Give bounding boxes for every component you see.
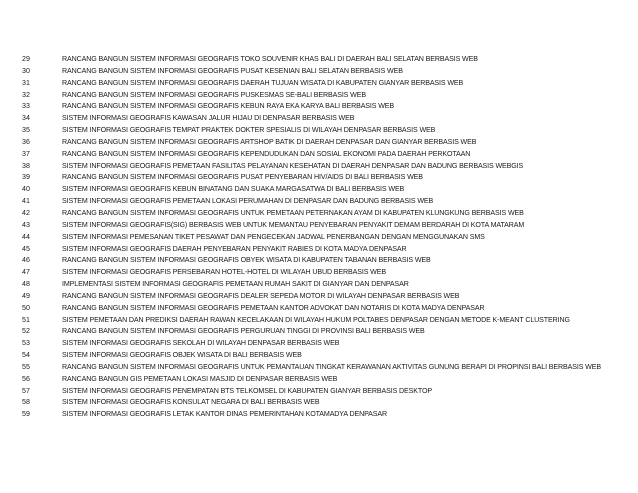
- list-item: [0, 113, 638, 125]
- list-item: [0, 220, 638, 232]
- list-item: [0, 208, 638, 220]
- row-number: 43: [22, 220, 30, 229]
- row-number: 59: [22, 410, 30, 419]
- row-title: SISTEM INFORMASI GEOGRAFIS TEMPAT PRAKTEK DOKTER SPESIALIS DI WILAYAH DENPASAR BERBASIS WEB: [62, 126, 436, 135]
- list-item: [0, 232, 638, 244]
- row-title: RANCANG BANGUN SISTEM INFORMASI GEOGRAFIS ARTSHOP BATIK DI DAERAH DENPASAR DAN GIANYAR BERBASIS WEB: [62, 137, 477, 146]
- row-number: 57: [22, 386, 30, 395]
- row-title: SISTEM INFORMASI GEOGRAFIS DAERAH PENYEBARAN PENYAKIT RABIES DI KOTA MADYA DENPASAR: [62, 244, 407, 253]
- row-title: SISTEM INFORMASI GEOGRAFIS KEBUN BINATANG DAN SUAKA MARGASATWA DI BALI BERBASIS WEB: [62, 185, 405, 194]
- row-title: RANCANG BANGUN GIS PEMETAAN LOKASI MASJID DI DENPASAR BERBASIS WEB: [62, 374, 338, 383]
- row-title: RANCANG BANGUN SISTEM INFORMASI GEOGRAFIS DEALER SEPEDA MOTOR DI WILAYAH DENPASAR BERBASIS WEB: [62, 291, 460, 300]
- row-number: 37: [22, 149, 30, 158]
- list-item: [0, 78, 638, 90]
- row-title: SISTEM INFORMASI GEOGRAFIS KAWASAN JALUR HIJAU DI DENPASAR BERBASIS WEB: [62, 114, 355, 123]
- list-item: [0, 326, 638, 338]
- row-number: 40: [22, 185, 30, 194]
- list-item: [0, 101, 638, 113]
- list-item: [0, 409, 638, 421]
- row-number: 58: [22, 398, 30, 407]
- row-title: SISTEM INFORMASI PEMESANAN TIKET PESAWAT DAN PENGECEKAN JADWAL PENERBANGAN DENGAN MENGGUNAKAN SMS: [62, 232, 485, 241]
- list-item: [0, 350, 638, 362]
- list-item: [0, 291, 638, 303]
- row-title: SISTEM PEMETAAN DAN PREDIKSI DAERAH RAWAN KECELAKAAN DI WILAYAH HUKUM POLTABES DENPASAR DENGAN METODE K-MEANT CLUSTERING: [62, 315, 570, 324]
- list-item: [0, 172, 638, 184]
- row-title: RANCANG BANGUN SISTEM INFORMASI GEOGRAFIS KEBUN RAYA EKA KARYA BALI BERBASIS WEB: [62, 102, 395, 111]
- row-number: 39: [22, 173, 30, 182]
- row-number: 55: [22, 362, 30, 371]
- row-number: 38: [22, 161, 30, 170]
- row-number: 46: [22, 256, 30, 265]
- row-title: RANCANG BANGUN SISTEM INFORMASI GEOGRAFIS UNTUK PEMANTAUAN TINGKAT KERAWANAN AKTIVITAS GUNUNG BERAPI DI PROPINSI BALI BERBASIS WEB: [62, 362, 601, 371]
- row-title: SISTEM INFORMASI GEOGRAFIS PEMETAAN LOKASI PERUMAHAN DI DENPASAR DAN BADUNG BERBASIS WEB: [62, 197, 434, 206]
- row-number: 42: [22, 208, 30, 217]
- row-number: 50: [22, 303, 30, 312]
- list-item: [0, 184, 638, 196]
- row-title: IMPLEMENTASI SISTEM INFORMASI GEOGRAFIS PEMETAAN RUMAH SAKIT DI GIANYAR DAN DENPASAR: [62, 280, 409, 289]
- list-item: [0, 315, 638, 327]
- list-item: [0, 303, 638, 315]
- list-item: [0, 54, 638, 66]
- row-title: SISTEM INFORMASI GEOGRAFIS OBJEK WISATA DI BALI BERBASIS WEB: [62, 351, 302, 360]
- list-item: [0, 279, 638, 291]
- row-title: SISTEM INFORMASI GEOGRAFIS PEMETAAN FASILITAS PELAYANAN KESEHATAN DI DAERAH DENPASAR DAN BADUNG BERBASIS WEBGIS: [62, 161, 524, 170]
- row-number: 51: [22, 315, 30, 324]
- row-title: SISTEM INFORMASI GEOGRAFIS LETAK KANTOR DINAS PEMERINTAHAN KOTAMADYA DENPASAR: [62, 410, 388, 419]
- list-item: [0, 66, 638, 78]
- row-number: 52: [22, 327, 30, 336]
- row-title: RANCANG BANGUN SISTEM INFORMASI GEOGRAFIS KEPENDUDUKAN DAN SOSIAL EKONOMI PADA DAERAH PERKOTAAN: [62, 149, 471, 158]
- row-number: 33: [22, 102, 30, 111]
- thesis-title-list: [0, 54, 638, 421]
- row-number: 47: [22, 268, 30, 277]
- list-item: [0, 338, 638, 350]
- row-number: 44: [22, 232, 30, 241]
- list-item: [0, 149, 638, 161]
- row-title: SISTEM INFORMASI GEOGRAFIS PENEMPATAN BTS TELKOMSEL DI KABUPATEN GIANYAR BERBASIS DESKTOP: [62, 386, 432, 395]
- row-number: 32: [22, 90, 30, 99]
- row-number: 41: [22, 197, 30, 206]
- row-title: SISTEM INFORMASI GEOGRAFIS KONSULAT NEGARA DI BALI BERBASIS WEB: [62, 398, 320, 407]
- row-number: 34: [22, 114, 30, 123]
- row-number: 31: [22, 78, 30, 87]
- row-number: 49: [22, 291, 30, 300]
- row-number: 48: [22, 280, 30, 289]
- list-item: [0, 137, 638, 149]
- row-title: RANCANG BANGUN SISTEM INFORMASI GEOGRAFIS DAERAH TUJUAN WISATA DI KABUPATEN GIANYAR BERBASIS WEB: [62, 78, 464, 87]
- row-number: 54: [22, 351, 30, 360]
- list-item: [0, 244, 638, 256]
- row-number: 45: [22, 244, 30, 253]
- row-number: 56: [22, 374, 30, 383]
- row-title: RANCANG BANGUN SISTEM INFORMASI GEOGRAFIS PUSAT KESENIAN BALI SELATAN BERBASIS WEB: [62, 66, 403, 75]
- list-item: [0, 397, 638, 409]
- row-title: RANCANG BANGUN SISTEM INFORMASI GEOGRAFIS PUSKESMAS SE-BALI BERBASIS WEB: [62, 90, 366, 99]
- row-title: RANCANG BANGUN SISTEM INFORMASI GEOGRAFIS UNTUK PEMETAAN PETERNAKAN AYAM DI KABUPATEN KLUNGKUNG BERBASIS WEB: [62, 208, 524, 217]
- row-title: RANCANG BANGUN SISTEM INFORMASI GEOGRAFIS PEMETAAN KANTOR ADVOKAT DAN NOTARIS DI KOTA MADYA DENPASAR: [62, 303, 485, 312]
- list-item: [0, 374, 638, 386]
- row-title: SISTEM INFORMASI GEOGRAFIS(SIG) BERBASIS WEB UNTUK MEMANTAU PENYEBARAN PENYAKIT DEMAM BERDARAH DI KOTA MATARAM: [62, 220, 525, 229]
- list-item: [0, 255, 638, 267]
- row-number: 36: [22, 137, 30, 146]
- row-title: RANCANG BANGUN SISTEM INFORMASI GEOGRAFIS PUSAT PENYEBARAN HIV/AIDS DI BALI BERBASIS WEB: [62, 173, 423, 182]
- row-title: RANCANG BANGUN SISTEM INFORMASI GEOGRAFIS OBYEK WISATA DI KABUPATEN TABANAN BERBASIS WEB: [62, 256, 431, 265]
- row-title: SISTEM INFORMASI GEOGRAFIS PERSEBARAN HOTEL-HOTEL DI WILAYAH UBUD BERBASIS WEB: [62, 268, 386, 277]
- row-number: 35: [22, 126, 30, 135]
- row-title: RANCANG BANGUN SISTEM INFORMASI GEOGRAFIS PERGURUAN TINGGI DI PROVINSI BALI BERBASIS WEB: [62, 327, 425, 336]
- list-item: [0, 386, 638, 398]
- row-number: 53: [22, 339, 30, 348]
- list-item: [0, 196, 638, 208]
- row-number: 30: [22, 66, 30, 75]
- list-item: [0, 90, 638, 102]
- list-item: [0, 125, 638, 137]
- list-item: [0, 161, 638, 173]
- row-title: SISTEM INFORMASI GEOGRAFIS SEKOLAH DI WILAYAH DENPASAR BERBASIS WEB: [62, 339, 340, 348]
- list-item: [0, 362, 638, 374]
- list-item: [0, 267, 638, 279]
- row-title: RANCANG BANGUN SISTEM INFORMASI GEOGRAFIS TOKO SOUVENIR KHAS BALI DI DAERAH BALI SELATAN BERBASIS WEB: [62, 55, 478, 63]
- row-number: 29: [22, 55, 30, 63]
